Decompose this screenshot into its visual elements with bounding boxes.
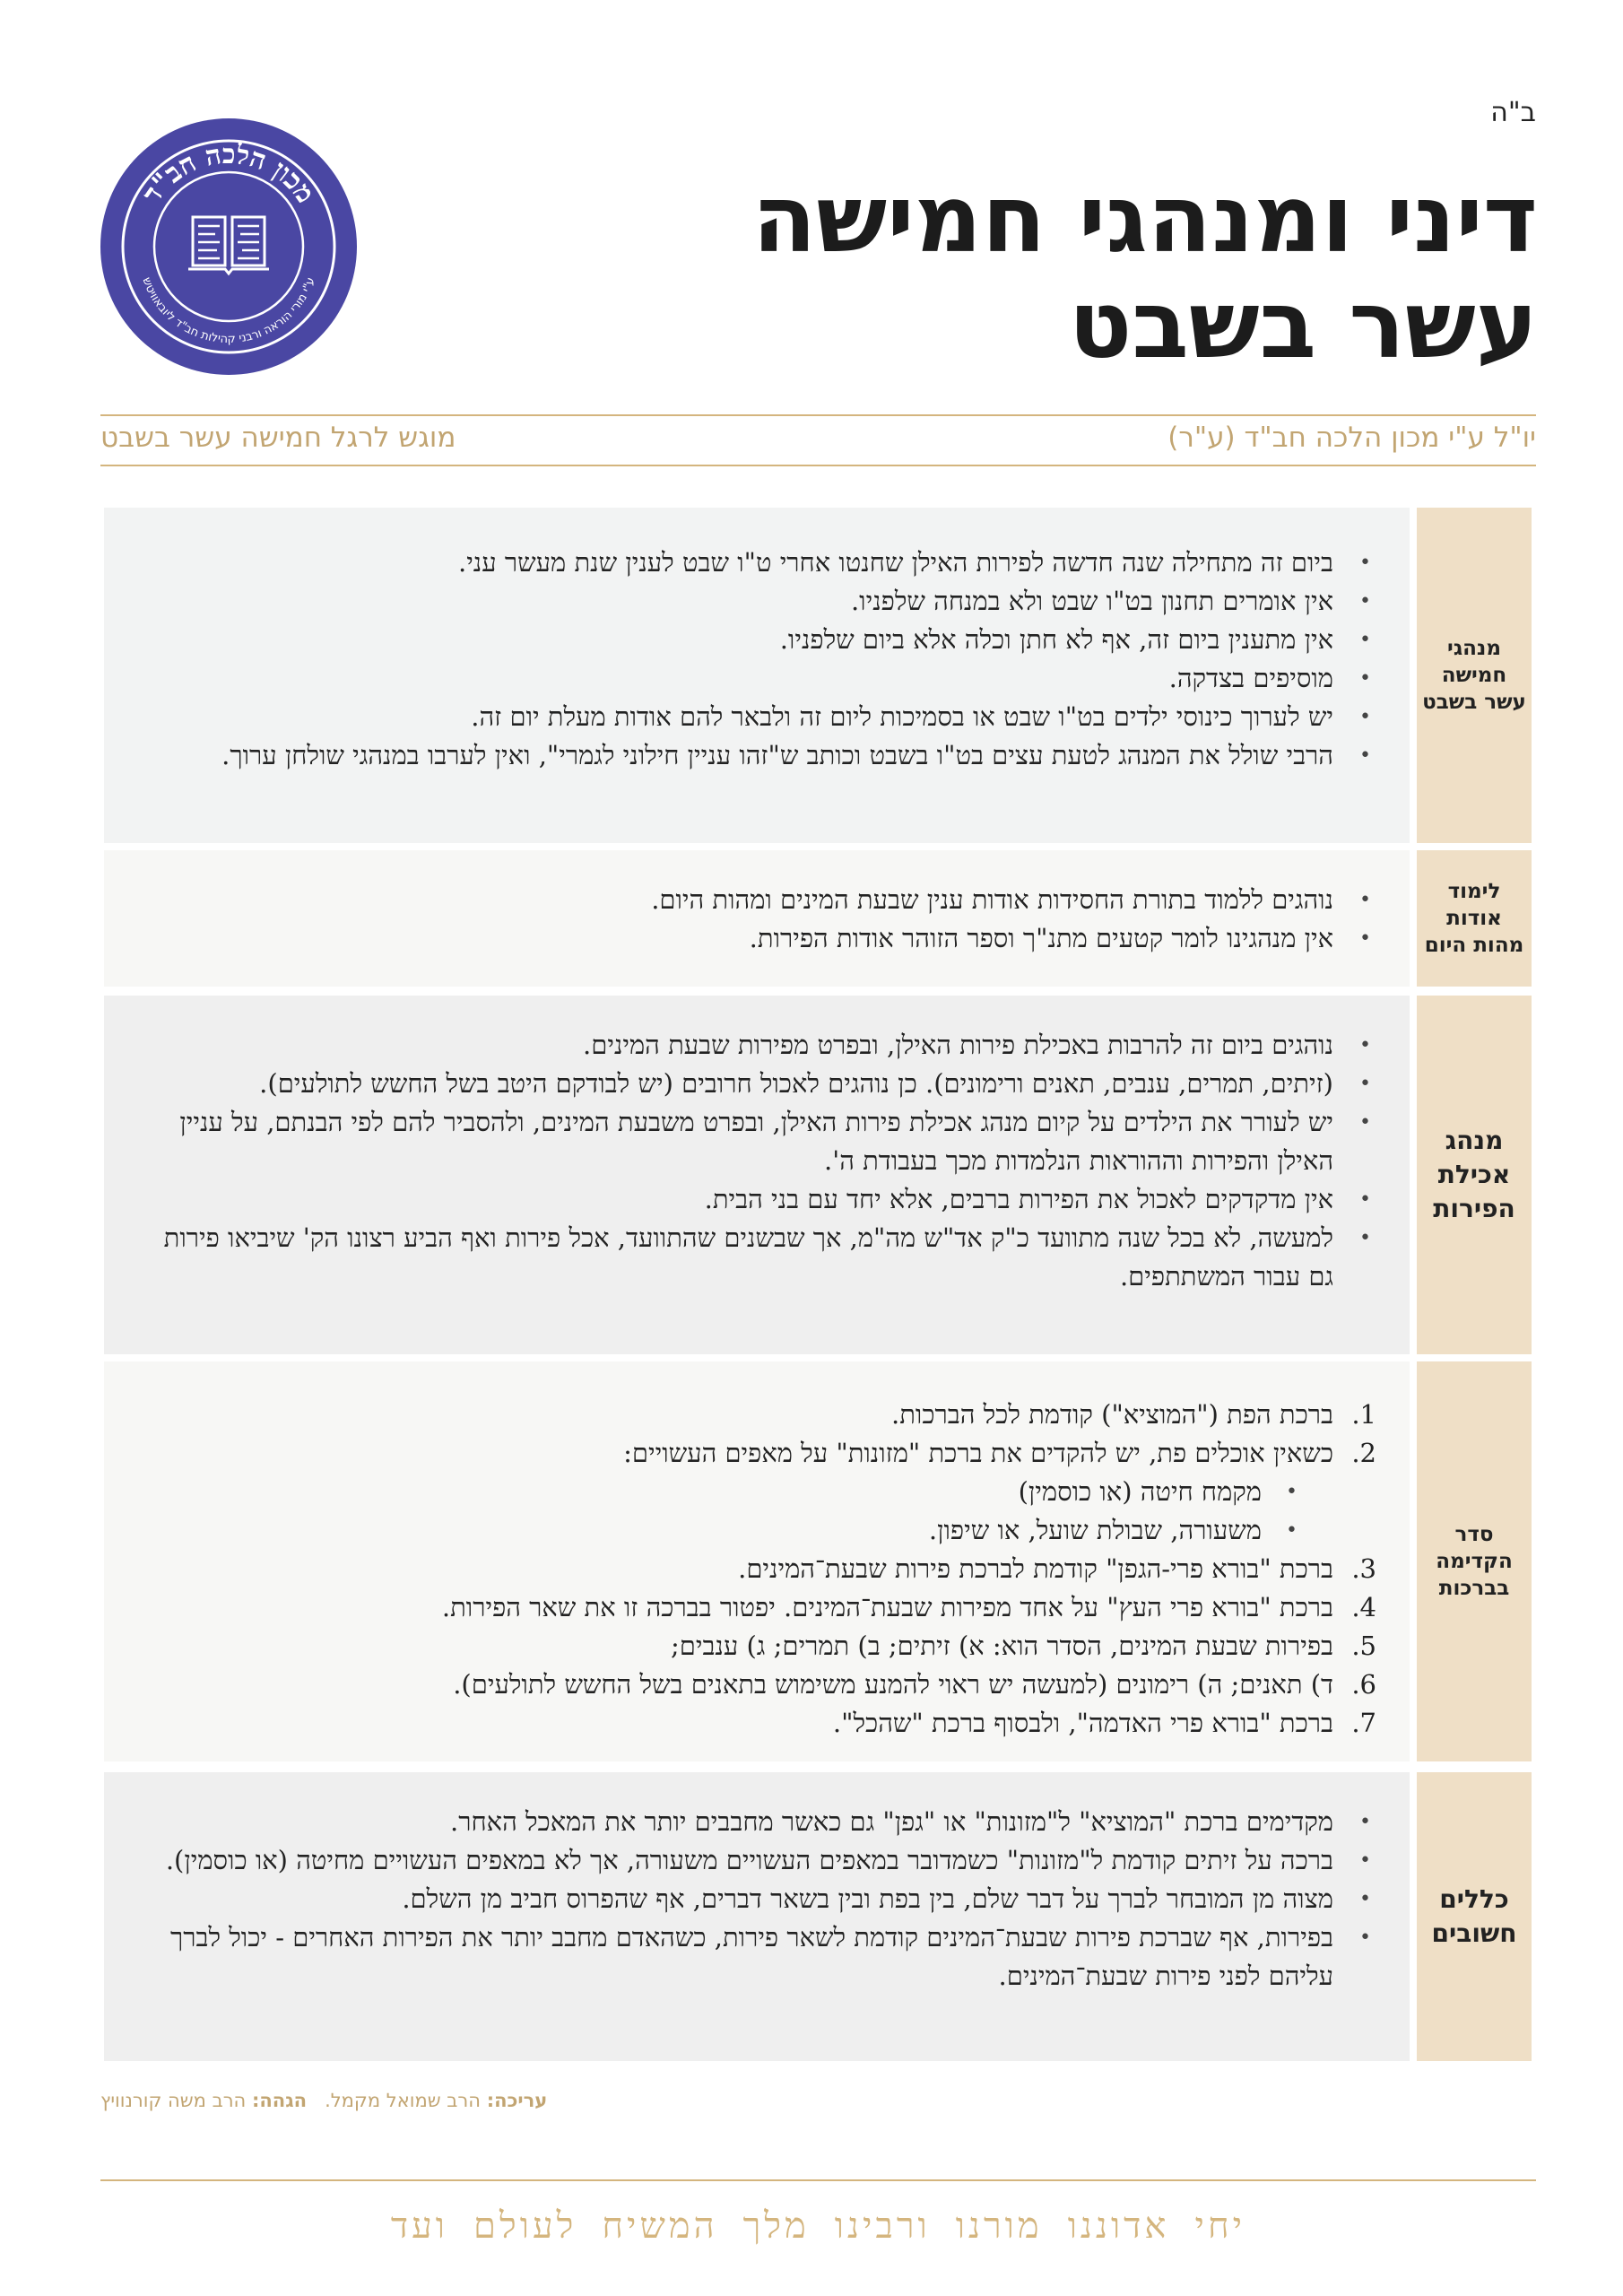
item-number: 4.: [1351, 1592, 1376, 1622]
section-category: [1417, 1772, 1532, 2061]
publisher-line: יו"ל ע"י מכון הלכה חב"ד (ע"ר): [1167, 422, 1536, 454]
logo-subtitle: ע"י מורי הוראה ורבני קהילות חב"ד ליובאוויטש: [139, 275, 318, 347]
book-icon: [100, 118, 357, 375]
section-category: [1417, 508, 1532, 843]
list-item: • אין מדקדקים לאכול את הפירות ברבים, אלא יחד עם בני הבית.: [140, 1180, 1333, 1219]
item-text: ברכת "בורא פרי האדמה", ולבסוף ברכת "שהכל".: [832, 1708, 1333, 1738]
category-line: כללים: [1439, 1884, 1509, 1914]
category-line: סדר: [1454, 1523, 1494, 1546]
numbered-item: [140, 1627, 1376, 1665]
footer-slogan: יחי אדוננו מורנו ורבינו מלך המשיח לעולם ועד: [390, 2205, 1246, 2247]
category-line: אודות: [1446, 907, 1502, 930]
review-label: הגהה:: [251, 2090, 308, 2111]
section-body: [104, 508, 1410, 843]
logo-title: מכון הלכה חב"ד: [136, 138, 321, 209]
edit-label: עריכה:: [486, 2090, 548, 2111]
list-item: • למעשה, לא בכל שנה מתוועד כ"ק אד"ש מה"מ, אך שבשנים שהתוועד, אכל פירות ואף הביע רצונו הק' שיביאו פירות גם עבור המשתתפים.: [140, 1219, 1333, 1296]
numbered-item: [140, 1665, 1376, 1704]
section-category: [1417, 996, 1532, 1354]
numbered-item: [140, 1550, 1376, 1588]
review-name: הרב משה קורנוויץ: [100, 2090, 247, 2111]
list-item: • מקדימים ברכת "המוציא" ל"מזונות" או "גפן" גם כאשר מחבבים יותר את המאכל האחר.: [140, 1803, 1333, 1841]
section-blessing-order: [104, 1361, 1532, 1761]
item-number: 7.: [1351, 1708, 1376, 1738]
item-text: כשאין אוכלים פת, יש להקדים את ברכת "מזונות" על מאפים העשויים:: [623, 1438, 1333, 1468]
category-line: מנהגי: [1447, 637, 1501, 660]
section-study: [104, 850, 1532, 987]
numbered-item: [140, 1704, 1376, 1743]
list-item: • נוהגים ביום זה להרבות באכילת פירות האילן, ובפרט מפירות שבעת המינים.: [140, 1026, 1333, 1065]
list-item: • מצוה מן המובחר לברך על דבר שלם, בין בפת ובין בשאר דברים, אף שהפרוס חביב מן השלם.: [140, 1880, 1333, 1918]
item-number: 2.: [1351, 1438, 1376, 1468]
sub-item: • משעורה, שבולת שועל, או שיפון.: [140, 1511, 1262, 1550]
section-category: [1417, 850, 1532, 987]
item-number: 5.: [1351, 1631, 1376, 1661]
list-item: • הרבי שולל את המנהג לטעת עצים בט"ו בשבט וכותב ש"זהו עניין חילוני לגמרי", ואין לערבו במנהגי שולחן ערוך.: [140, 736, 1333, 775]
list-item: • אין מתענין ביום זה, אף לא חתן וכלה אלא ביום שלפניו.: [140, 621, 1333, 659]
category-line: לימוד: [1447, 880, 1501, 903]
category-line: חמישה: [1441, 664, 1507, 687]
bh-mark: ב"ה: [1490, 97, 1536, 128]
list-item: • יש לערוך כינוסי ילדים בט"ו שבט או בסמיכות ליום זה ולבאר להם אודות מעלת יום זה.: [140, 698, 1333, 736]
section-body: [104, 996, 1410, 1354]
item-text: ברכת "בורא פרי העץ" על אחד מפירות שבעת־המינים. יפטור בברכה זו את שאר הפירות.: [441, 1592, 1333, 1622]
sub-item: • מקמח חיטה (או כוסמין): [140, 1473, 1262, 1511]
title-line-2: עשר בשבט: [1068, 270, 1538, 379]
section-body: [104, 1772, 1410, 2061]
category-line: מנהג: [1445, 1126, 1504, 1155]
numbered-item: [140, 1588, 1376, 1627]
subheader-divider: [100, 465, 1536, 466]
category-line: מהות היום: [1424, 934, 1524, 957]
occasion-line: מוגש לרגל חמישה עשר בשבט: [100, 422, 456, 454]
category-line: אכילת: [1437, 1160, 1511, 1189]
category-line: חשובים: [1431, 1918, 1517, 1948]
list-item: • אין מנהגינו לומר קטעים מתנ"ך וספר הזוהר אודות הפירות.: [140, 919, 1333, 958]
list-item: • מוסיפים בצדקה.: [140, 659, 1333, 698]
credits: [100, 2090, 547, 2111]
item-number: 1.: [1351, 1399, 1376, 1430]
svg-text:מכון הלכה חב"ד: [136, 139, 321, 209]
list-item: • אין אומרים תחנון בט"ו שבט ולא במנחה שלפניו.: [140, 582, 1333, 621]
list-item: • ברכה על זיתים קודמת ל"מזונות" כשמדובר במאפים העשויים משעורה, אך לא במאפים העשויים מחיטה (או כוסמין).: [140, 1841, 1333, 1880]
section-customs: [104, 508, 1532, 843]
institute-logo: [100, 118, 357, 375]
item-text: ברכת הפת ("המוציא") קודמת לכל הברכות.: [891, 1399, 1333, 1430]
edit-name: הרב שמואל מקמל.: [325, 2090, 481, 2111]
numbered-item: [140, 1396, 1376, 1434]
section-eating-fruits: [104, 996, 1532, 1354]
list-item: • בפירות, אף שברכת פירות שבעת־המינים קודמת לשאר פירות, כשהאדם מחבב יותר את הפירות האחרים - יכול לברך עליהם לפני פירות שבעת־המינים.: [140, 1918, 1333, 1996]
page-title: [551, 166, 1538, 378]
category-line: בברכות: [1438, 1577, 1510, 1600]
title-line-1: דיני ומנהגי חמישה: [751, 164, 1538, 274]
section-body: [104, 1361, 1410, 1761]
list-item: • יש לעורר את הילדים על קיום מנהג אכילת פירות האילן, ובפרט משבעת המינים, ולהסביר להם לפי הבנתם, על עניין האילן והפירות וההוראות הנלמדות מכך בעבודת ה'.: [140, 1103, 1333, 1180]
footer-divider: [100, 2179, 1536, 2181]
item-text: ד) תאנים; ה) רימונים (למעשה יש ראוי להמנע משימוש בתאנים בשל החשש לתולעים).: [453, 1669, 1333, 1700]
item-number: 6.: [1351, 1669, 1376, 1700]
item-text: ברכת "בורא פרי-הגפן" קודמת לברכת פירות שבעת־המינים.: [738, 1553, 1333, 1584]
list-item: • (זיתים, תמרים, ענבים, תאנים ורימונים). כן נוהגים לאכול חרובים (יש לבודקם היטב בשל החשש לתולעים).: [140, 1065, 1333, 1103]
list-item: • ביום זה מתחילה שנה חדשה לפירות האילן שחנטו אחרי ט"ו שבט לענין שנת מעשר עני.: [140, 544, 1333, 582]
category-line: הקדימה: [1436, 1550, 1513, 1573]
list-item: • נוהגים ללמוד בתורת החסידות אודות ענין שבעת המינים ומהות היום.: [140, 881, 1333, 919]
numbered-item: [140, 1434, 1376, 1550]
section-body: [104, 850, 1410, 987]
item-text: בפירות שבעת המינים, הסדר הוא: א) זיתים; ב) תמרים; ג) ענבים;: [670, 1631, 1333, 1661]
section-important-rules: [104, 1772, 1532, 2061]
category-line: הפירות: [1433, 1194, 1515, 1223]
section-category: [1417, 1361, 1532, 1761]
item-number: 3.: [1351, 1553, 1376, 1584]
top-divider: [100, 414, 1536, 416]
category-line: עשר בשבט: [1422, 691, 1526, 714]
